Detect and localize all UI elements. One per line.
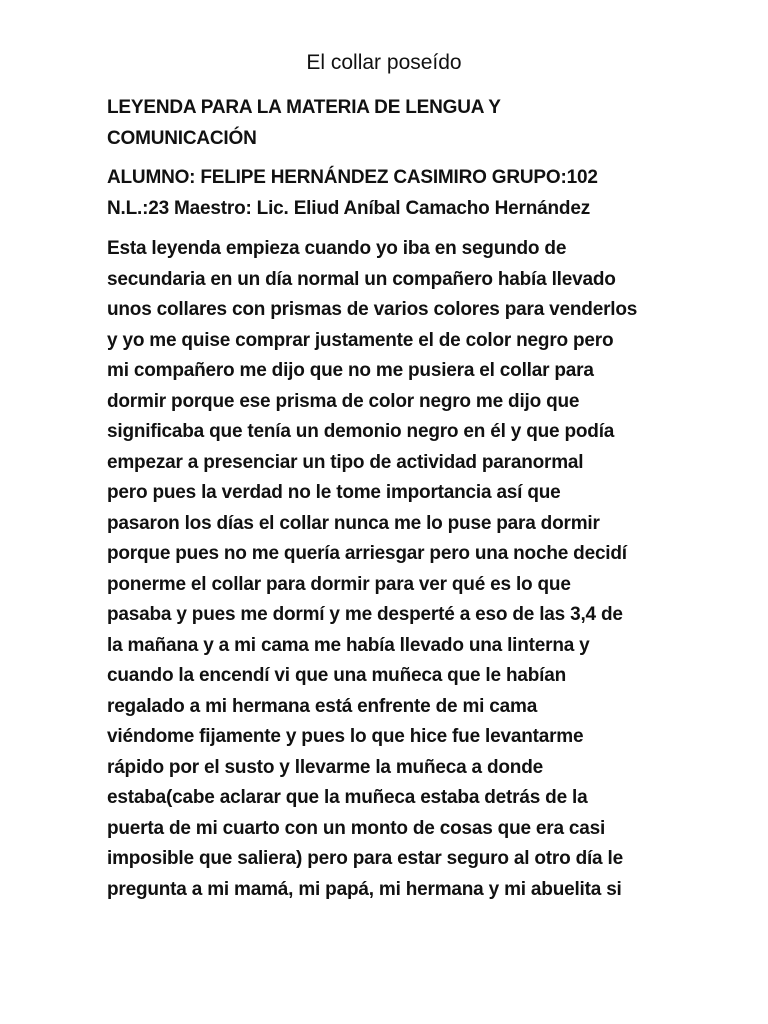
- body-line: estaba(cabe aclarar que la muñeca estaba detrás de la: [107, 787, 588, 808]
- subject-heading: [107, 93, 667, 154]
- body-line: pasaron los días el collar nunca me lo puse para dormir: [107, 512, 600, 534]
- body-line: unos collares con prismas de varios colores para venderlos: [107, 299, 638, 320]
- student-line: ALUMNO: FELIPE HERNÁNDEZ CASIMIRO GRUPO:102: [107, 167, 598, 188]
- body-line: cuando la encendí vi que una muñeca que le habían: [107, 665, 566, 686]
- body-line: ponerme el collar para dormir para ver qué es lo que: [107, 573, 571, 595]
- body-line: empezar a presenciar un tipo de actividad paranormal: [107, 451, 584, 473]
- body-line: pero pues la verdad no le tome importancia así que: [107, 482, 561, 503]
- body-line: Esta leyenda empieza cuando yo iba en segundo de: [107, 238, 567, 259]
- body-line: regalado a mi hermana está enfrente de mi cama: [107, 695, 538, 717]
- legend-body: [107, 234, 667, 905]
- subject-line: LEYENDA PARA LA MATERIA DE LENGUA Y: [107, 97, 501, 118]
- body-line: rápido por el susto y llevarme la muñeca a donde: [107, 756, 543, 778]
- body-line: secundaria en un día normal un compañero había llevado: [107, 268, 616, 290]
- body-line: la mañana y a mi cama me había llevado una linterna y: [107, 634, 590, 656]
- body-line: porque pues no me quería arriesgar pero una noche decidí: [107, 543, 627, 564]
- body-line: y yo me quise comprar justamente el de color negro pero: [107, 329, 614, 351]
- body-line: pasaba y pues me dormí y me desperté a eso de las 3,4 de: [107, 604, 623, 625]
- body-line: significaba que tenía un demonio negro en él y que podía: [107, 421, 615, 442]
- body-line: viéndome fijamente y pues lo que hice fue levantarme: [107, 726, 584, 747]
- body-line: dormir porque ese prisma de color negro me dijo que: [107, 390, 580, 412]
- body-line: pregunta a mi mamá, mi papá, mi hermana y mi abuelita si: [107, 878, 622, 900]
- student-line: N.L.:23 Maestro: Lic. Eliud Aníbal Camacho Hernández: [107, 197, 590, 219]
- subject-line: COMUNICACIÓN: [107, 127, 257, 149]
- student-info: [107, 163, 667, 224]
- body-line: puerta de mi cuarto con un monto de cosas que era casi: [107, 817, 606, 839]
- document-title: El collar poseído: [306, 51, 462, 74]
- body-line: imposible que saliera) pero para estar seguro al otro día le: [107, 848, 623, 869]
- body-line: mi compañero me dijo que no me pusiera el collar para: [107, 360, 594, 381]
